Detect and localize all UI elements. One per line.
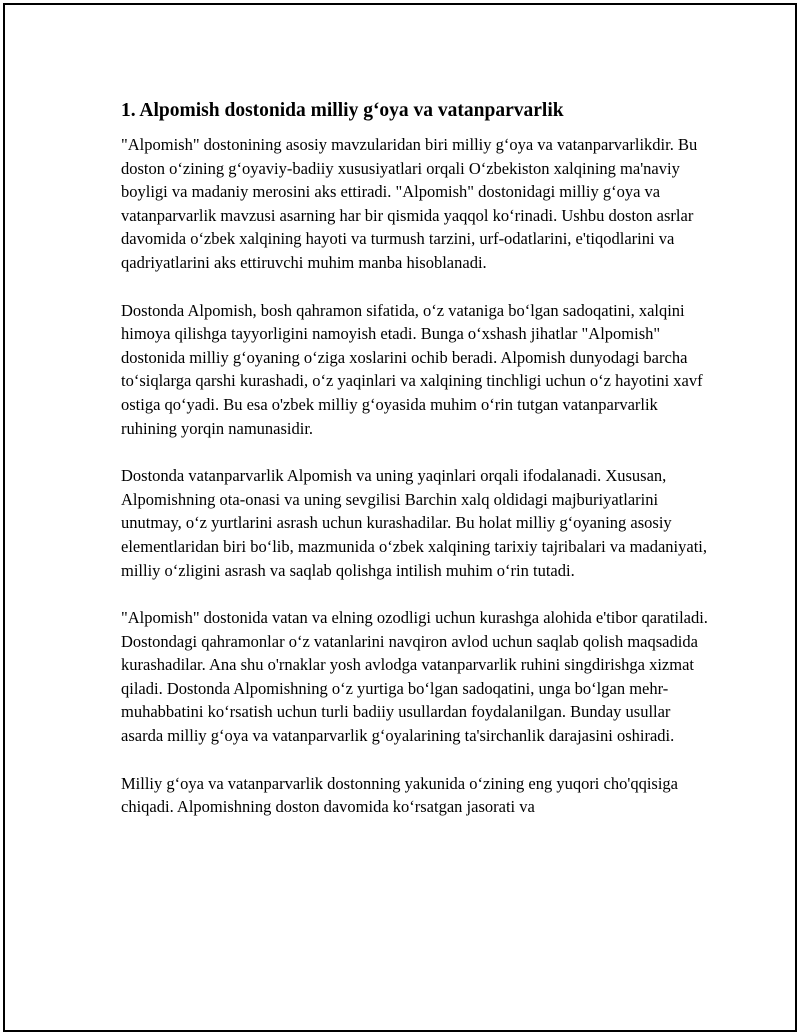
paragraph-2: Dostonda Alpomish, bosh qahramon sifatida, o‘z vataniga bo‘lgan sadoqatini, xalqini himoya qilishga tayyorligini namoyish etadi. Bunga o‘xshash jihatlar "Alpomish" dostonida milliy g‘oyaning o‘ziga xoslarini ochib beradi. Alpomish dunyodagi barcha to‘siqlarga qarshi kurashadi, o‘z yaqinlari va xalqining tinchligi uchun o‘z hayotini xavf ostiga qo‘yadi. Bu esa o'zbek milliy g‘oyasida muhim o‘rin tutgan vatanparvarlik ruhining yorqin namunasidir. <box>121 300 703 438</box>
paragraph-4: "Alpomish" dostonida vatan va elning ozodligi uchun kurashga alohida e'tibor qaratiladi. Dostondagi qahramonlar o‘z vatanlarini navqiron avlod uchun saqlab qolish maqsadida kurashadilar. Ana shu o'rnaklar yosh avlodga vatanparvarlik ruhini singdirishga xizmat qiladi. Dostonda Alpomishning o‘z yurtiga bo‘lgan sadoqatini, unga bo‘lgan mehr-muhabbatini ko‘rsatish uchun turli badiiy usullardan foydalanilgan. Bunday usullar asarda milliy g‘oya va vatanparvarlik g‘oyalarining ta'sirchanlik darajasini oshiradi. <box>121 608 708 746</box>
page-border <box>3 3 797 1032</box>
paragraph-5: Milliy g‘oya va vatanparvarlik dostonning yakunida o‘zining eng yuqori cho'qqisiga chiqadi. Alpomishning doston davomida ko‘rsatgan jasorati va <box>121 773 678 817</box>
section-heading: 1. Alpomish dostonida milliy g‘oya va vatanparvarlik <box>121 100 564 121</box>
paragraph-1: "Alpomish" dostonining asosiy mavzularidan biri milliy g‘oya va vatanparvarlikdir. Bu doston o‘zining g‘oyaviy-badiiy xususiyatlari orqali O‘zbekiston xalqining ma'naviy boyligi va madaniy merosini aks ettiradi. "Alpomish" dostonidagi milliy g‘oya va vatanparvarlik mavzusi asarning har bir qismida yaqqol ko‘rinadi. Ushbu doston asrlar davomida o‘zbek xalqining hayoti va turmush tarzini, urf-odatlarini, e'tiqodlarini va qadriyatlarini aks ettiruvchi muhim manba hisoblanadi. <box>121 135 698 272</box>
paragraph-3: Dostonda vatanparvarlik Alpomish va uning yaqinlari orqali ifodalanadi. Xususan, Alpomishning ota-onasi va uning sevgilisi Barchin xalq oldidagi majburiyatlarini unutmay, o‘z yurtlarini asrash uchun kurashadilar. Bu holat milliy g‘oyaning asosiy elementlaridan biri bo‘lib, mazmunida o‘zbek xalqining tarixiy tajribalari va madaniyati, milliy o‘zligini asrash va saqlab qolishga intilish muhim o‘rin tutadi. <box>121 466 708 580</box>
document-body <box>121 97 711 843</box>
